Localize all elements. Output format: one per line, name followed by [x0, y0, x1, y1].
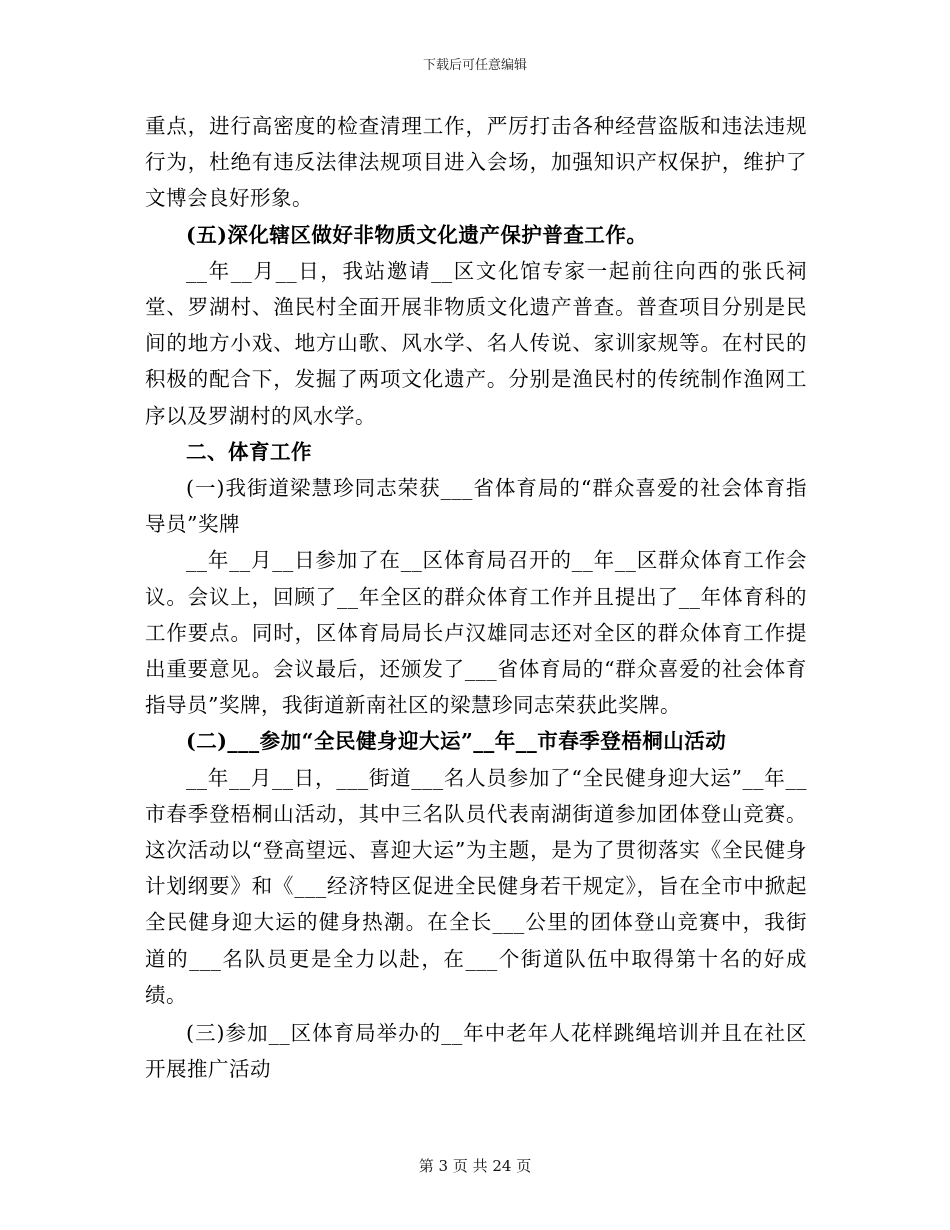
section-heading-5: (五)深化辖区做好非物质文化遗产保护普查工作。	[186, 222, 648, 247]
section-heading-3: (三)参加__区体育局举办的__年中老年人花样跳绳培训并且在社区开展推广活动	[145, 1021, 807, 1082]
chapter-heading-sports: 二、体育工作	[186, 439, 312, 464]
document-body	[145, 108, 807, 1087]
paragraph-mountain-climb: __年__月__日，___街道___名人员参加了“全民健身迎大运”__年__市春季登梧桐山活动，其中三名队员代表南湖街道参加团体登山竞赛。这次活动以“登高望远、喜迎大运”为主题，是为了贯彻落实《全民健身计划纲要》和《___经济特区促进全民健身若干规定》，旨在全市中掀起全民健身迎大运的健身热潮。在全长___公里的团体登山竞赛中，我街道的___名队员更是全力以赴，在___个街道队伍中取得第十名的好成绩。	[145, 765, 807, 1007]
paragraph-sports-meeting: __年__月__日参加了在__区体育局召开的__年__区群众体育工作会议。会议上，回顾了__年全区的群众体育工作并且提出了__年体育科的工作要点。同时，区体育局局长卢汉雄同志还对全区的群众体育工作提出重要意见。会议最后，还颁发了___省体育局的“群众喜爱的社会体育指导员”奖牌，我街道新南社区的梁慧珍同志荣获此奖牌。	[145, 548, 807, 718]
section-heading-1: (一)我街道梁慧珍同志荣获___省体育局的“群众喜爱的社会体育指导员”奖牌	[145, 476, 807, 537]
page-header: 下载后可任意编辑	[422, 58, 527, 73]
page-footer: 第 3 页 共 24 页	[418, 1157, 532, 1175]
paragraph-continuation: 重点，进行高密度的检查清理工作，严厉打击各种经营盗版和违法违规行为，杜绝有违反法律法规项目进入会场，加强知识产权保护，维护了文博会良好形象。	[145, 114, 807, 211]
paragraph-heritage-survey: __年__月__日，我站邀请__区文化馆专家一起前往向西的张氏祠堂、罗湖村、渔民村全面开展非物质文化遗产普查。普查项目分别是民间的地方小戏、地方山歌、风水学、名人传说、家训家规等。在村民的积极的配合下，发掘了两项文化遗产。分别是渔民村的传统制作渔网工序以及罗湖村的风水学。	[145, 258, 807, 428]
section-heading-2: (二)___参加“全民健身迎大运”__年__市春季登梧桐山活动	[186, 729, 727, 754]
